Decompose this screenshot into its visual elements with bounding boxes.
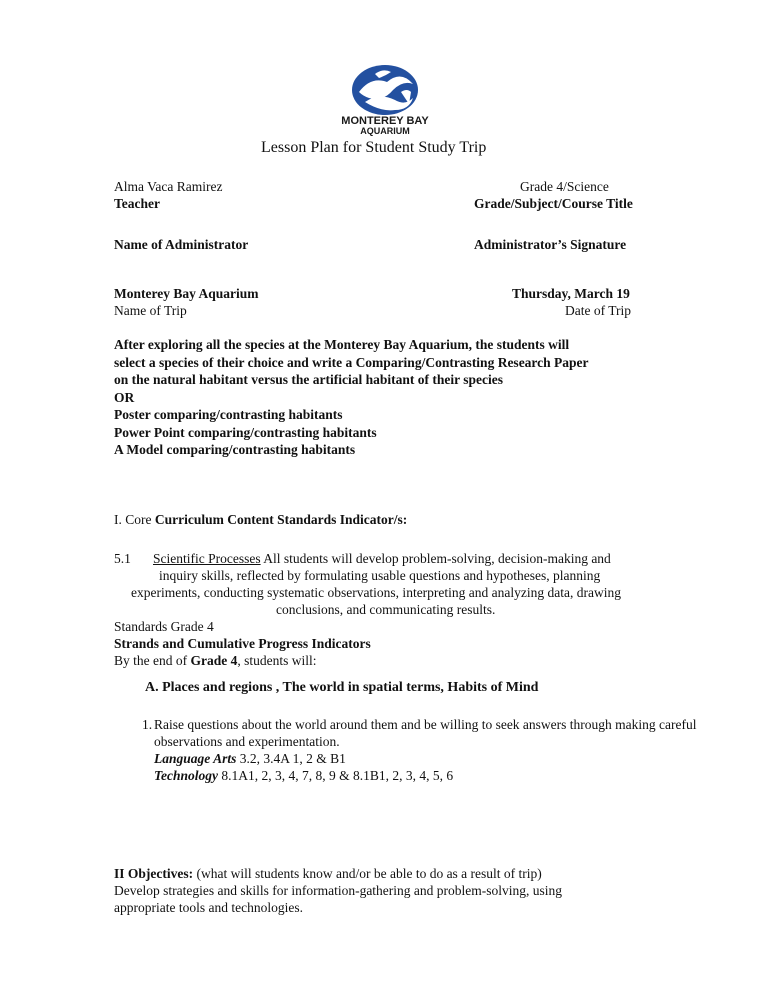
objectives-line-1: Develop strategies and skills for information-gathering and problem-solving, using bbox=[114, 883, 563, 898]
grade-value: Grade 4/Science bbox=[520, 179, 609, 194]
assignment-block bbox=[114, 336, 589, 459]
core-prefix: I. Core bbox=[114, 512, 155, 527]
standard-name: Scientific Processes bbox=[153, 551, 261, 566]
strands-heading: Strands and Cumulative Progress Indicators bbox=[114, 636, 371, 651]
assignment-line: select a species of their choice and write a Comparing/Contrasting Research Paper bbox=[114, 354, 589, 370]
core-heading bbox=[114, 512, 407, 528]
by-end-of-grade bbox=[114, 653, 317, 669]
by-end-grade: Grade 4 bbox=[190, 653, 238, 668]
trip-date-value: Thursday, March 19 bbox=[512, 286, 630, 301]
grade-label: Grade/Subject/Course Title bbox=[474, 196, 633, 211]
trip-name-value: Monterey Bay Aquarium bbox=[114, 286, 259, 301]
objectives-label: II Objectives: bbox=[114, 866, 194, 881]
section-a-heading: A. Places and regions , The world in spatial terms, Habits of Mind bbox=[145, 680, 539, 695]
assignment-line: on the natural habitant versus the artificial habitant of their species bbox=[114, 372, 503, 387]
monterey-bay-aquarium-logo bbox=[305, 62, 464, 137]
standard-line-4: conclusions, and communicating results. bbox=[276, 602, 496, 617]
trip-name-label: Name of Trip bbox=[114, 303, 187, 318]
assignment-option: A Model comparing/contrasting habitants bbox=[114, 442, 356, 457]
item-1-number: 1. bbox=[142, 717, 153, 732]
standard-text: All students will develop problem-solving, decision-making and bbox=[260, 551, 611, 566]
item-1-language-arts bbox=[154, 751, 346, 767]
assignment-or: OR bbox=[114, 389, 135, 405]
item-1-technology bbox=[154, 768, 453, 784]
standard-line-2: inquiry skills, reflected by formulating usable questions and hypotheses, planning bbox=[159, 568, 601, 583]
by-end-prefix: By the end of bbox=[114, 653, 191, 668]
administrator-signature-label: Administrator’s Signature bbox=[474, 237, 627, 252]
trip-date-label: Date of Trip bbox=[565, 303, 632, 318]
by-end-suffix: , students will: bbox=[237, 653, 317, 668]
objectives-note: (what will students know and/or be able to do as a result of trip) bbox=[193, 866, 542, 881]
assignment-line: After exploring all the species at the Monterey Bay Aquarium, the students will bbox=[114, 337, 570, 352]
standard-number: 5.1 bbox=[114, 551, 131, 566]
aquarium-logo-icon bbox=[305, 62, 464, 137]
standard-line-3: experiments, conducting systematic observations, interpreting and analyzing data, drawing bbox=[131, 585, 621, 600]
language-arts-value: 3.2, 3.4A 1, 2 & B1 bbox=[236, 751, 346, 766]
language-arts-label: Language Arts bbox=[154, 751, 237, 766]
standards-grade: Standards Grade 4 bbox=[114, 619, 214, 634]
core-heading-text: Curriculum Content Standards Indicator/s: bbox=[154, 512, 408, 527]
technology-label: Technology bbox=[154, 768, 218, 783]
assignment-option: Poster comparing/contrasting habitants bbox=[114, 407, 343, 422]
assignment-option: Power Point comparing/contrasting habitants bbox=[114, 424, 377, 440]
technology-value: 8.1A1, 2, 3, 4, 7, 8, 9 & 8.1B1, 2, 3, 4, 5, 6 bbox=[218, 768, 454, 783]
logo-text-line2: AQUARIUM bbox=[360, 126, 410, 136]
page-title: Lesson Plan for Student Study Trip bbox=[261, 139, 487, 156]
item-1-line-1: Raise questions about the world around them and be willing to seek answers through making careful bbox=[154, 717, 697, 732]
teacher-label: Teacher bbox=[114, 196, 160, 211]
administrator-name-label: Name of Administrator bbox=[114, 237, 249, 252]
objectives-line-2: appropriate tools and technologies. bbox=[114, 900, 303, 915]
item-1-line-2: observations and experimentation. bbox=[154, 734, 340, 749]
objectives-heading bbox=[114, 866, 542, 882]
standard-line-1 bbox=[153, 551, 611, 567]
logo-text-line1: MONTEREY BAY bbox=[341, 115, 429, 127]
teacher-name: Alma Vaca Ramirez bbox=[114, 179, 223, 194]
